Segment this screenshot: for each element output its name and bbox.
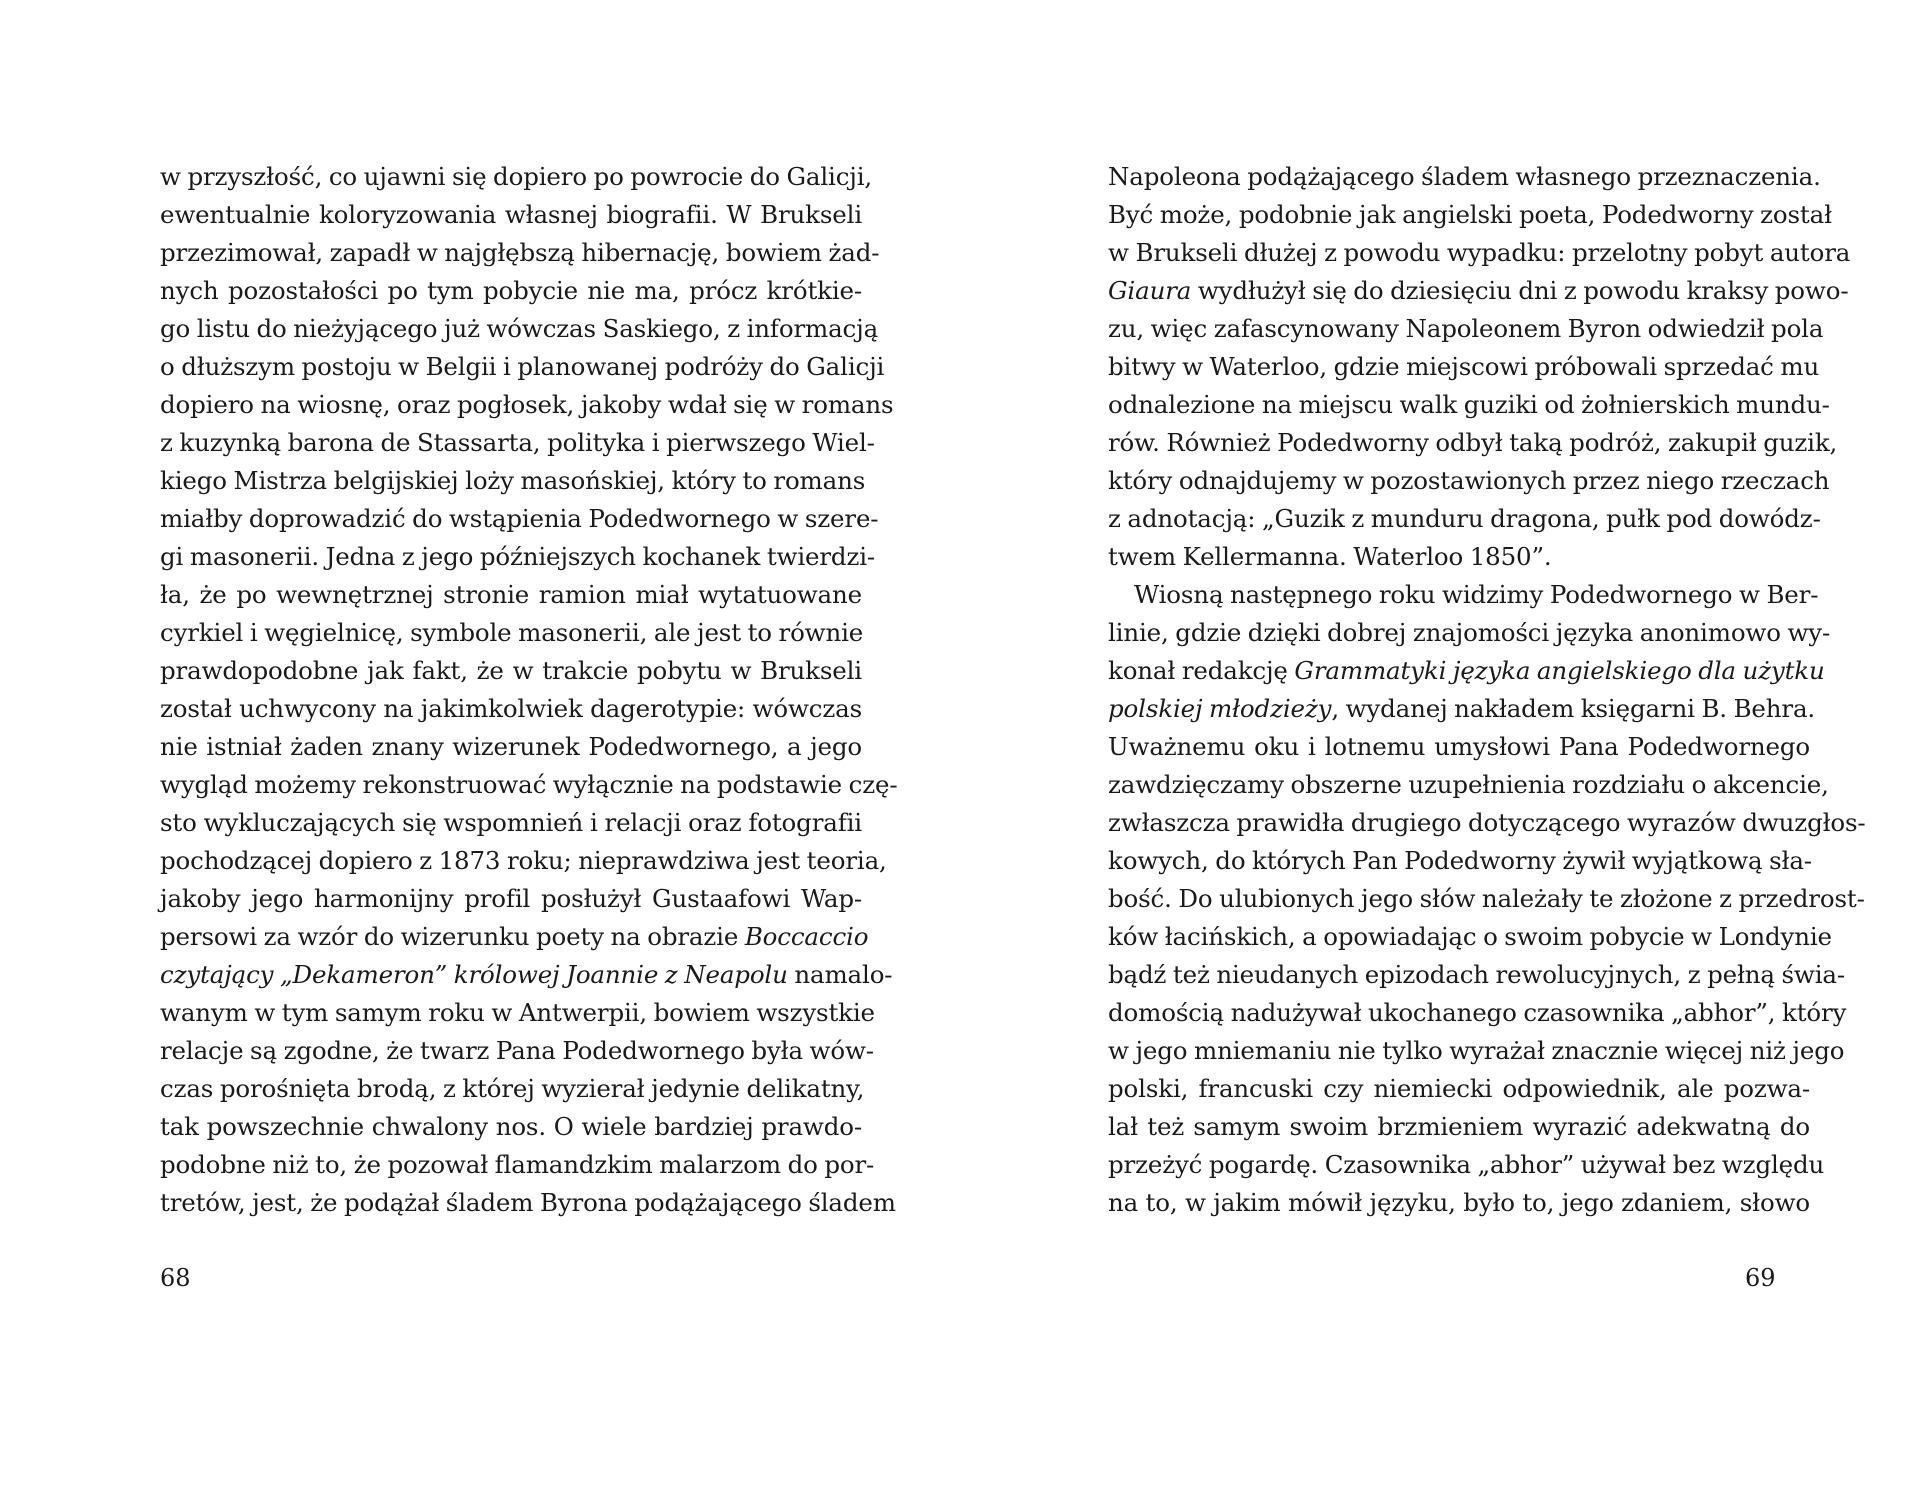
right-page-text [1108,158,1866,1358]
text-line [160,918,869,956]
text-line: przezimował, zapadł w najgłębszą hibernację, bowiem żad- [160,238,880,267]
text-line [1108,272,1849,310]
text-line: zawdzięczamy obszerne uzupełnienia rozdziału o akcencie, [1108,770,1829,799]
text-line: zu, więc zafascynowany Napoleonem Byron odwiedził pola [1108,314,1824,343]
text-line: bitwy w Waterloo, gdzie miejscowi próbowali sprzedać mu [1108,352,1820,381]
italic-title: Grammatyki języka angielskiego dla użytku [1294,656,1825,685]
text-line: sto wykluczających się wspomnień i relacji oraz fotografii [160,808,862,837]
text-line: dopiero na wiosnę, oraz pogłosek, jakoby wdał się w romans [160,390,894,419]
text-line: cyrkiel i węgielnicę, symbole masonerii, ale jest to równie [160,618,864,647]
page-number-left: 68 [160,1264,191,1292]
text-line: wygląd możemy rekonstruować wyłącznie na podstawie czę- [160,770,898,799]
text-line: czas porośnięta brodą, z której wyzierał jedynie delikatny, [160,1074,865,1103]
text-run: persowi za wzór do wizerunku poety na obrazie [160,922,745,951]
text-line: pochodzącej dopiero z 1873 roku; nieprawdziwa jest teoria, [160,846,887,875]
text-line: z kuzynką barona de Stassarta, polityka i pierwszego Wiel- [160,428,875,457]
text-line: kiego Mistrza belgijskiej loży masońskiej, który to romans [160,466,866,495]
text-line: przeżyć pogardę. Czasownika „abhor” używał bez względu [1108,1150,1825,1179]
text-line: który odnajdujemy w pozostawionych przez niego rzeczach [1108,466,1830,495]
text-line: tak powszechnie chwalony nos. O wiele bardziej prawdo- [160,1112,862,1141]
text-line: z adnotacją: „Guzik z munduru dragona, pułk pod dowódz- [1108,504,1821,533]
text-line: Napoleona podążającego śladem własnego przeznaczenia. [1108,162,1821,191]
text-line: prawdopodobne jak fakt, że w trakcie pobytu w Brukseli [160,656,862,685]
left-page-text [160,158,898,1358]
text-line: relacje są zgodne, że twarz Pana Podedwornego była wów- [160,1036,874,1065]
text-line: gi masonerii. Jedna z jego późniejszych kochanek twierdzi- [160,542,876,571]
italic-title: Boccaccio [744,922,869,951]
italic-title: polskiej młodzieży [1108,694,1332,723]
text-line: bądź też nieudanych epizodach rewolucyjnych, z pełną świa- [1108,960,1846,989]
text-line: w przyszłość, co ujawni się dopiero po powrocie do Galicji, [160,162,873,191]
text-line: w jego mniemaniu nie tylko wyrażał znacznie więcej niż jego [1108,1036,1845,1065]
text-line: odnalezione na miejscu walk guziki od żołnierskich mundu- [1108,390,1830,419]
text-line: rów. Również Podedworny odbył taką podróż, zakupił guzik, [1108,428,1838,457]
text-run: , wydanej nakładem księgarni B. Behra. [1331,694,1816,723]
text-line: linie, gdzie dzięki dobrej znajomości języka anonimowo wy- [1108,618,1831,647]
text-line: nych pozostałości po tym pobycie nie ma, prócz krótkie- [160,276,862,305]
text-run: namalo- [787,960,893,989]
text-line [1108,690,1816,728]
text-line: wanym w tym samym roku w Antwerpii, bowiem wszystkie [160,998,875,1027]
text-line: ków łacińskich, a opowiadając o swoim pobycie w Londynie [1108,922,1832,951]
text-line: zwłaszcza prawidła drugiego dotyczącego wyrazów dwuzgłos- [1108,808,1866,837]
text-line: tretów, jest, że podążał śladem Byrona podążającego śladem [160,1188,896,1217]
text-line: go listu do nieżyjącego już wówczas Saskiego, z informacją [160,314,879,343]
text-line [1108,652,1825,690]
italic-title: Giaura [1108,276,1192,305]
text-line: na to, w jakim mówił języku, było to, jego zdaniem, słowo [1108,1188,1810,1217]
text-run: konał redakcję [1108,656,1295,685]
text-line: Uważnemu oku i lotnemu umysłowi Pana Podedwornego [1108,732,1810,761]
italic-title: czytający „Dekameron” królowej Joannie z Neapolu [160,960,788,989]
paragraph-end-line: twem Kellermanna. Waterloo 1850”. [1108,542,1552,571]
text-line: jakoby jego harmonijny profil posłużył Gustaafowi Wap- [160,884,862,913]
text-line: ewentualnie koloryzowania własnej biografii. W Brukseli [160,200,862,229]
page-number-right: 69 [1745,1264,1776,1292]
text-line: w Brukseli dłużej z powodu wypadku: przelotny pobyt autora [1108,238,1851,267]
text-line: nie istniał żaden znany wizerunek Podedwornego, a jego [160,732,862,761]
text-line: Być może, podobnie jak angielski poeta, Podedworny został [1108,200,1832,229]
text-line [160,956,893,994]
text-line: bość. Do ulubionych jego słów należały te złożone z przedrost- [1108,884,1865,913]
text-line: kowych, do których Pan Podedworny żywił wyjątkową sła- [1108,846,1812,875]
text-line: polski, francuski czy niemiecki odpowiednik, ale pozwa- [1108,1074,1810,1103]
text-line: ła, że po wewnętrznej stronie ramion miał wytatuowane [160,580,862,609]
text-line: został uchwycony na jakimkolwiek dagerotypie: wówczas [160,694,862,723]
text-line: podobne niż to, że pozował flamandzkim malarzom do por- [160,1150,875,1179]
paragraph-start-line: Wiosną następnego roku widzimy Podedwornego w Ber- [1134,580,1819,609]
text-line: lał też samym swoim brzmieniem wyrazić adekwatną do [1108,1112,1810,1141]
text-line: o dłuższym postoju w Belgii i planowanej podróży do Galicji [160,352,885,381]
text-line: domością nadużywał ukochanego czasownika „abhor”, który [1108,998,1847,1027]
text-line: miałby doprowadzić do wstąpienia Podedwornego w szere- [160,504,879,533]
text-run: wydłużył się do dziesięciu dni z powodu kraksy powo- [1191,276,1849,305]
